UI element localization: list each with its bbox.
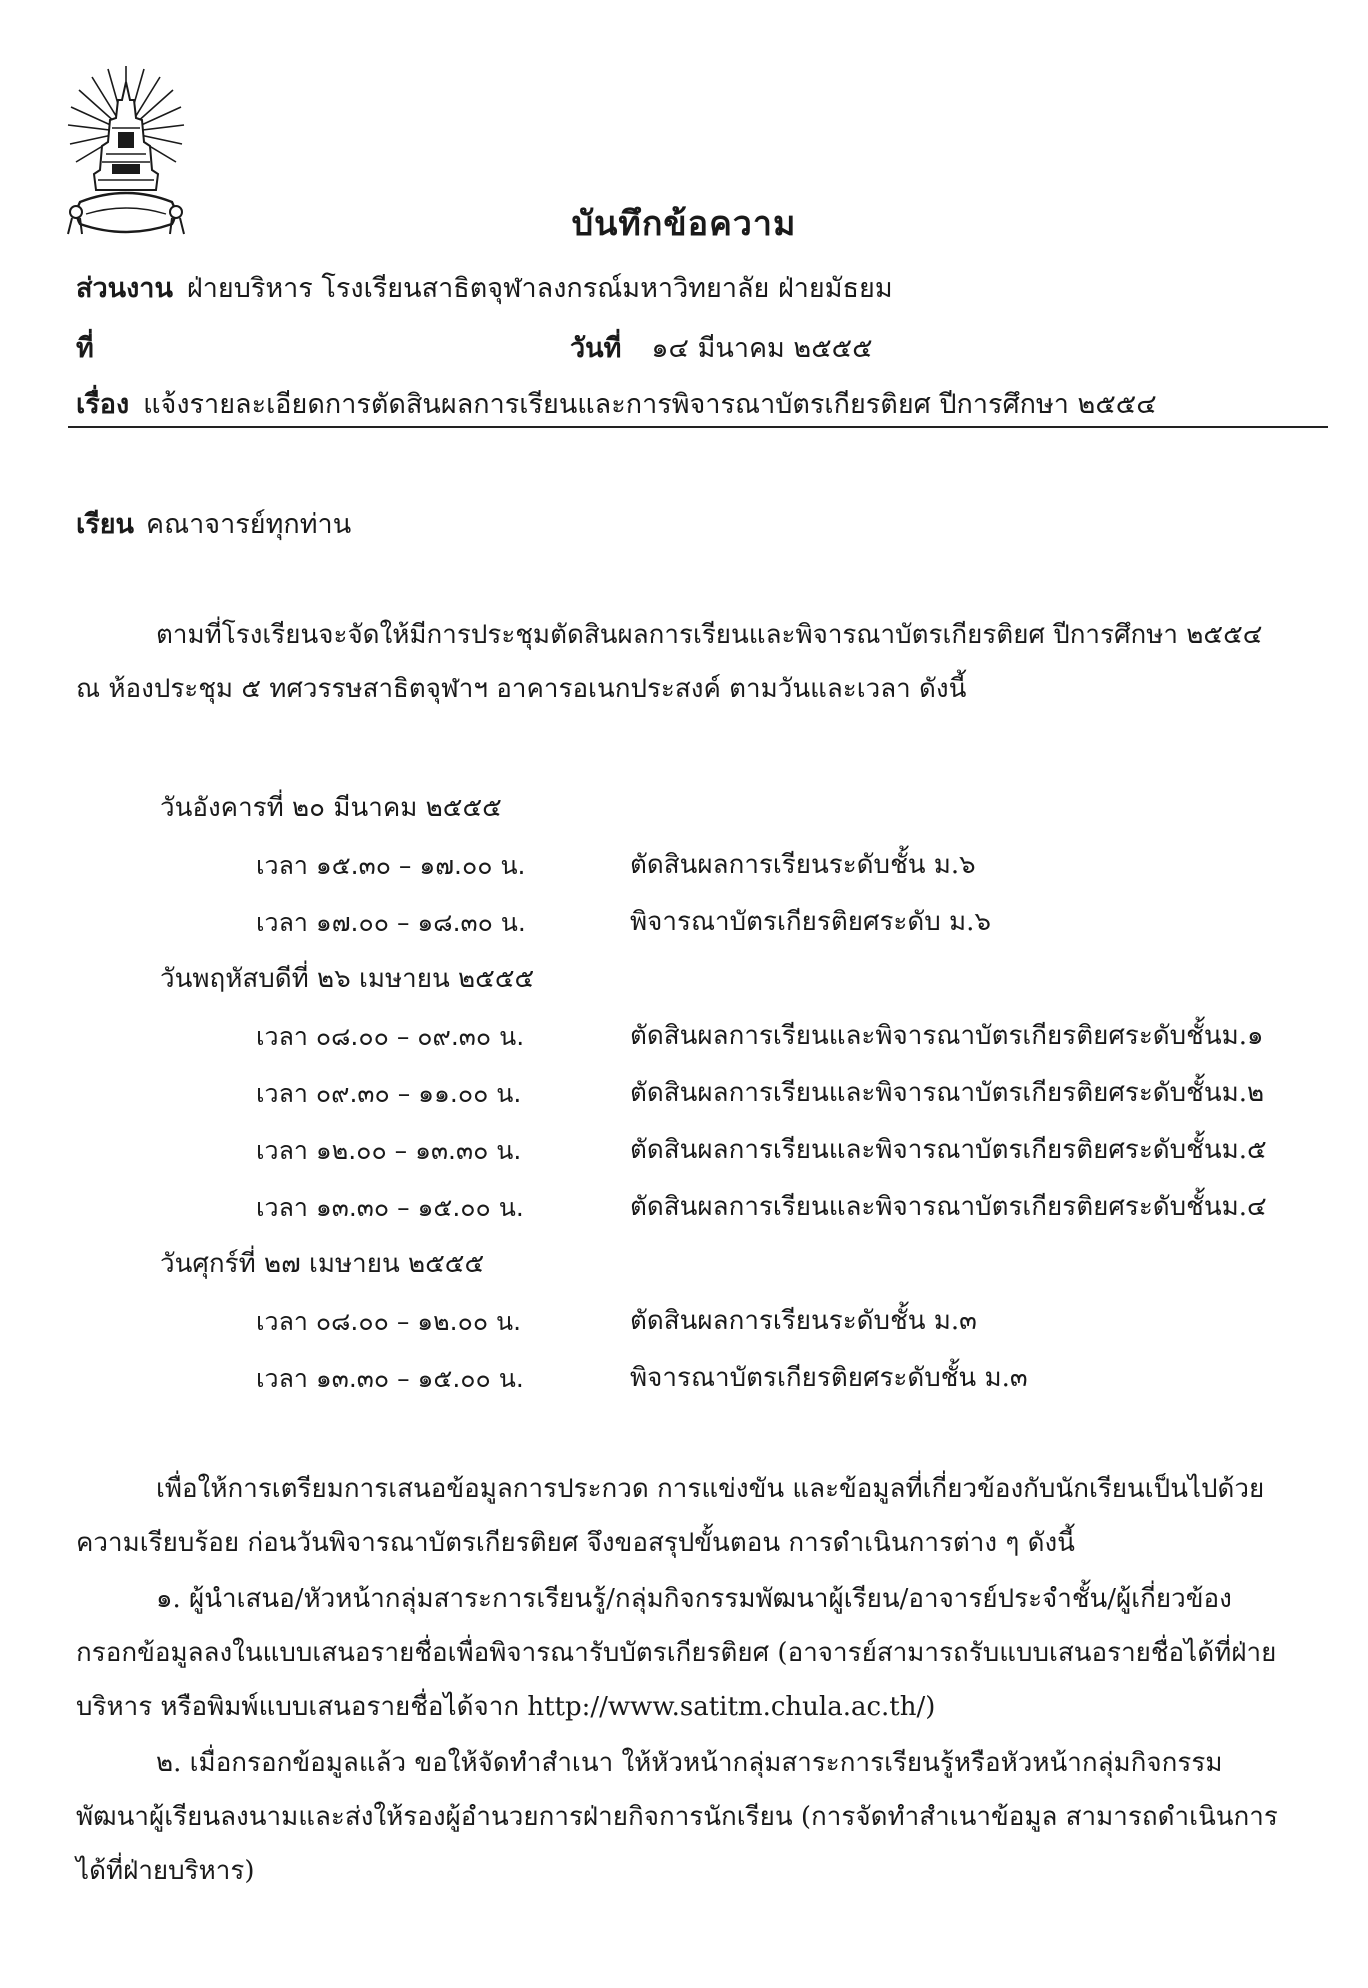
subject-label: เรื่อง — [76, 389, 130, 420]
step-2-paragraph — [76, 1736, 1296, 1898]
schedule-slot — [160, 1008, 1264, 1065]
subject-line — [76, 382, 1157, 425]
prep-line-1: เพื่อให้การเตรียมการเสนอข้อมูลการประกวด การแข่งขัน และข้อมูลที่เกี่ยวข้องกับนักเรียนเป็นไปด้วย — [156, 1474, 1265, 1504]
prep-line-2: ความเรียบร้อย ก่อนวันพิจารณาบัตรเกียรติยศ จึงขอสรุปขั้นตอน การดำเนินการต่าง ๆ ดังนี้ — [76, 1528, 1075, 1558]
slot-time: เวลา ๐๘.๐๐ – ๐๙.๓๐ น. — [256, 1022, 525, 1051]
step-1-line-1: ๑. ผู้นำเสนอ/หัวหน้ากลุ่มสาระการเรียนรู้/กลุ่มกิจกรรมพัฒนาผู้เรียน/อาจารย์ประจำชั้น/ผู้เกี่ยวข้อง — [156, 1584, 1232, 1614]
schedule-day: วันศุกร์ที่ ๒๗ เมษายน ๒๕๕๕ — [160, 1249, 485, 1279]
ref-line — [76, 326, 108, 369]
intro-line-1: ตามที่โรงเรียนจะจัดให้มีการประชุมตัดสินผลการเรียนและพิจารณาบัตรเกียรติยศ ปีการศึกษา ๒๕๕๔ — [156, 620, 1263, 650]
slot-activity: พิจารณาบัตรเกียรติยศระดับชั้น ม.๓ — [630, 1363, 1028, 1393]
schedule-slot — [160, 1293, 1260, 1350]
intro-line-2: ณ ห้องประชุม ๕ ทศวรรษสาธิตจุฬาฯ อาคารอเนกประสงค์ ตามวันและเวลา ดังนี้ — [76, 674, 967, 704]
slot-time: เวลา ๑๗.๐๐ – ๑๘.๓๐ น. — [256, 908, 526, 937]
salutation-value: คณาจารย์ทุกท่าน — [146, 509, 352, 540]
slot-activity: ตัดสินผลการเรียนระดับชั้น ม.๓ — [630, 1306, 977, 1336]
slot-time: เวลา ๑๓.๓๐ – ๑๕.๐๐ น. — [256, 1193, 524, 1222]
document-title: บันทึกข้อความ — [571, 204, 797, 244]
header-divider — [68, 426, 1328, 428]
slot-time: เวลา ๐๙.๓๐ – ๑๑.๐๐ น. — [256, 1079, 522, 1108]
step-1-paragraph — [76, 1572, 1296, 1734]
schedule-slot — [160, 894, 1260, 951]
schedule-day: วันพฤหัสบดีที่ ๒๖ เมษายน ๒๕๕๕ — [160, 964, 535, 994]
meeting-schedule — [160, 780, 1267, 1407]
ref-label: ที่ — [76, 333, 94, 364]
step-2-line-1: ๒. เมื่อกรอกข้อมูลแล้ว ขอให้จัดทำสำเนา ให้หัวหน้ากลุ่มสาระการเรียนรู้หรือหัวหน้ากลุ่มกิจกรรม — [156, 1748, 1223, 1778]
department-label: ส่วนงาน — [76, 273, 173, 304]
subject-value: แจ้งรายละเอียดการตัดสินผลการเรียนและการพิจารณาบัตรเกียรติยศ ปีการศึกษา ๒๕๕๔ — [143, 389, 1157, 420]
slot-activity: ตัดสินผลการเรียนและพิจารณาบัตรเกียรติยศระดับชั้นม.๕ — [630, 1135, 1267, 1165]
prep-paragraph — [76, 1462, 1296, 1570]
salutation-label: เรียน — [76, 509, 135, 540]
schedule-day: วันอังคารที่ ๒๐ มีนาคม ๒๕๕๕ — [160, 793, 502, 823]
slot-activity: ตัดสินผลการเรียนและพิจารณาบัตรเกียรติยศระดับชั้นม.๒ — [630, 1078, 1265, 1108]
schedule-slot — [160, 1179, 1267, 1236]
schedule-slot — [160, 1122, 1267, 1179]
salutation-line — [76, 502, 351, 545]
step-2-line-2: พัฒนาผู้เรียนลงนามและส่งให้รองผู้อำนวยการฝ่ายกิจการนักเรียน (การจัดทำสำเนาข้อมูล สามารถดำเนินการ — [76, 1802, 1278, 1832]
department-value: ฝ่ายบริหาร โรงเรียนสาธิตจุฬาลงกรณ์มหาวิทยาลัย ฝ่ายมัธยม — [186, 273, 893, 304]
step-2-line-3: ได้ที่ฝ่ายบริหาร) — [76, 1856, 255, 1886]
slot-time: เวลา ๑๓.๓๐ – ๑๕.๐๐ น. — [256, 1364, 524, 1393]
date-line — [570, 326, 873, 369]
slot-activity: ตัดสินผลการเรียนระดับชั้น ม.๖ — [630, 850, 976, 880]
intro-paragraph — [76, 608, 1296, 716]
schedule-slot — [160, 837, 1260, 894]
slot-time: เวลา ๑๕.๓๐ – ๑๗.๐๐ น. — [256, 851, 526, 880]
department-line — [76, 266, 893, 309]
slot-activity: ตัดสินผลการเรียนและพิจารณาบัตรเกียรติยศระดับชั้นม.๔ — [630, 1192, 1267, 1222]
date-label: วันที่ — [570, 333, 622, 364]
slot-activity: พิจารณาบัตรเกียรติยศระดับ ม.๖ — [630, 907, 991, 937]
step-1-line-3: บริหาร หรือพิมพ์แบบเสนอรายชื่อได้จาก http://www.satitm.chula.ac.th/) — [76, 1692, 936, 1722]
slot-activity: ตัดสินผลการเรียนและพิจารณาบัตรเกียรติยศระดับชั้นม.๑ — [630, 1021, 1264, 1051]
slot-time: เวลา ๐๘.๐๐ – ๑๒.๐๐ น. — [256, 1307, 522, 1336]
slot-time: เวลา ๑๒.๐๐ – ๑๓.๓๐ น. — [256, 1136, 522, 1165]
step-1-line-2: กรอกข้อมูลลงในแบบเสนอรายชื่อเพื่อพิจารณารับบัตรเกียรติยศ (อาจารย์สามารถรับแบบเสนอรายชื่อได้ที่ฝ่าย — [76, 1638, 1277, 1668]
schedule-slot — [160, 1065, 1265, 1122]
date-value: ๑๔ มีนาคม ๒๕๕๕ — [651, 333, 873, 364]
schedule-slot — [160, 1350, 1260, 1407]
